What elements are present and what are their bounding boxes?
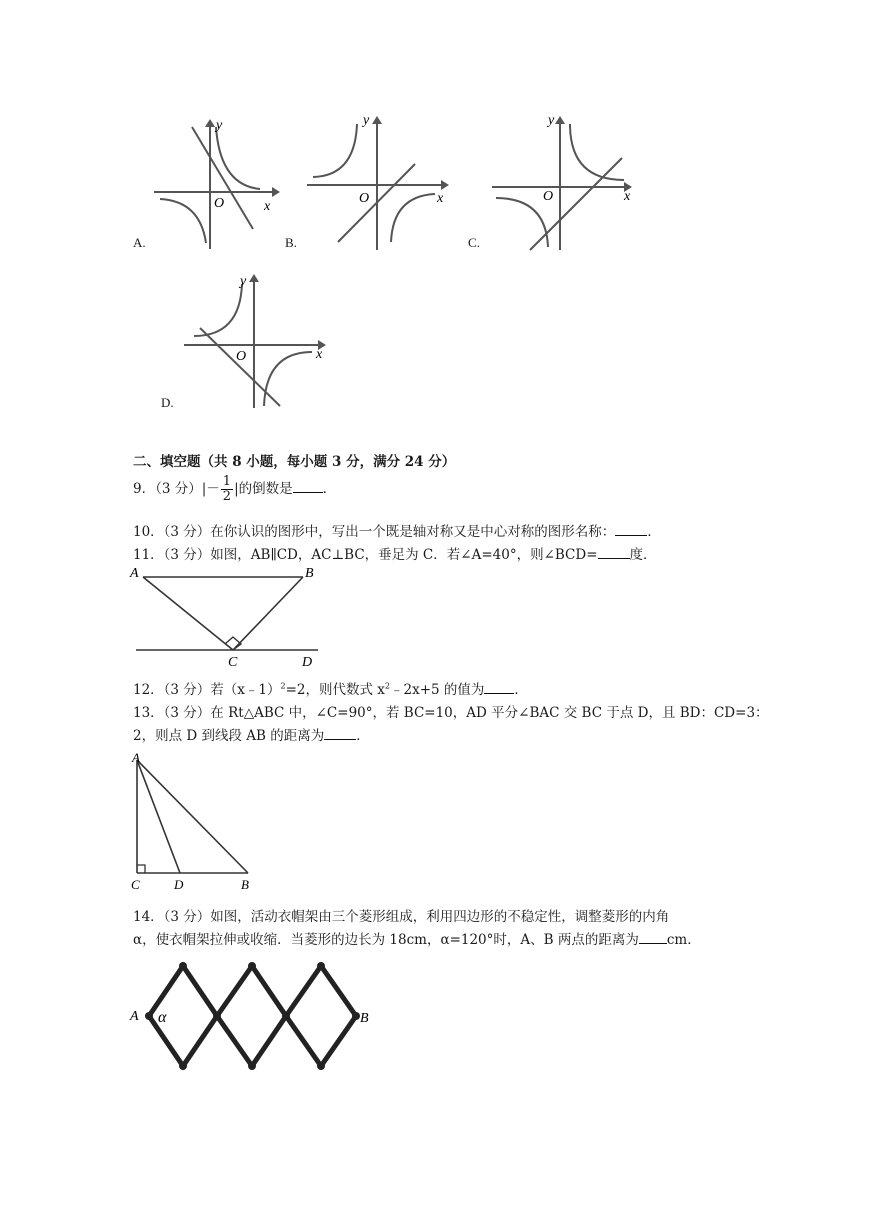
- q13-figure: [128, 750, 258, 895]
- q14-figure: [128, 958, 378, 1078]
- q12-end: ．: [514, 682, 528, 698]
- point-a-label: A: [130, 566, 139, 581]
- question-12: [133, 678, 528, 698]
- section-title: 二、填空题（共 8 小题，每小题 3 分，满分 24 分）: [133, 454, 456, 470]
- point-b-label: B: [305, 566, 314, 581]
- angle-alpha-label: α: [158, 1009, 167, 1026]
- graph-option-a: [150, 115, 280, 255]
- point-c-label: C: [131, 877, 140, 892]
- answer-blank: [639, 931, 667, 944]
- q10-end: ．: [647, 524, 661, 540]
- q11-end: 度．: [629, 547, 657, 563]
- option-d-label: D.: [161, 395, 174, 410]
- axis-y-label: y: [240, 274, 247, 289]
- q12-sup1: 2: [280, 681, 286, 691]
- graph-option-c: [490, 112, 640, 254]
- q10-text: 10．（3 分）在你认识的图形中，写出一个既是轴对称又是中心对称的图形名称：: [133, 524, 616, 540]
- q9-suffix: |的倒数是: [234, 481, 293, 497]
- axis-x-label: x: [437, 191, 444, 206]
- axis-y-label: y: [548, 113, 555, 128]
- q9-prefix: 9．（3 分）|: [133, 481, 207, 497]
- q12-sup2: 2: [384, 681, 391, 691]
- graph-option-d: [182, 270, 332, 410]
- answer-blank: [293, 480, 323, 493]
- axis-x-label: x: [624, 189, 631, 204]
- point-b-label: B: [241, 877, 249, 892]
- question-14-line1: 14．（3 分）如图，活动衣帽架由三个菱形组成，利用四边形的不稳定性，调整菱形的内角: [133, 909, 670, 925]
- q11-text: 11．（3 分）如图，AB∥CD，AC⊥BC，垂足为 C．若∠A=40°，则∠BCD=: [133, 547, 598, 563]
- q12-part1: 12．（3 分）若（x﹣1）: [133, 682, 281, 698]
- axis-y-label: y: [216, 118, 223, 133]
- q11-figure: [128, 563, 328, 673]
- option-a-label: A.: [133, 235, 146, 250]
- point-d-label: D: [302, 655, 313, 670]
- question-13-line1: 13．（3 分）在 Rt△ABC 中，∠C=90°，若 BC=10，AD 平分∠BAC 交 BC 于点 D，且 BD：CD=3：: [133, 705, 769, 721]
- q13-text: 2，则点 D 到线段 AB 的距离为: [133, 728, 325, 744]
- q9-end: ．: [322, 481, 337, 497]
- point-a-label: A: [132, 750, 140, 765]
- answer-blank: [324, 727, 356, 740]
- q14-end: cm．: [666, 932, 701, 948]
- answer-blank: [484, 681, 514, 694]
- origin-label: O: [359, 191, 370, 206]
- option-b-label: B.: [285, 235, 297, 250]
- axis-x-label: x: [264, 199, 271, 214]
- point-a-label: A: [130, 1009, 139, 1024]
- answer-blank: [598, 546, 630, 559]
- axis-y-label: y: [363, 113, 370, 128]
- q14-text: α，使衣帽架拉伸或收缩．当菱形的边长为 18cm，α=120°时，A、B 两点的距离为: [133, 932, 639, 948]
- point-d-label: D: [174, 877, 184, 892]
- question-14-line2: [133, 928, 701, 948]
- q9-minus: －: [206, 481, 220, 497]
- q12-part2: =2，则代数式 x: [285, 682, 385, 698]
- q12-part3: ﹣2x+5 的值为: [390, 682, 485, 698]
- q9-fraction: [221, 475, 233, 504]
- origin-label: O: [543, 189, 554, 204]
- axis-x-label: x: [316, 347, 323, 362]
- q13-end: ．: [356, 728, 370, 744]
- question-9: [133, 475, 336, 504]
- q9-numerator: 1: [222, 474, 232, 489]
- answer-blank: [615, 523, 647, 536]
- point-b-label: B: [360, 1011, 369, 1026]
- graph-option-b: [305, 112, 453, 254]
- question-10: [133, 520, 661, 540]
- question-11: [133, 543, 657, 563]
- origin-label: O: [214, 196, 225, 211]
- question-13-line2: [133, 724, 370, 744]
- option-c-label: C.: [468, 235, 480, 250]
- point-c-label: C: [228, 655, 238, 670]
- origin-label: O: [236, 349, 247, 364]
- q9-denominator: 2: [222, 489, 232, 504]
